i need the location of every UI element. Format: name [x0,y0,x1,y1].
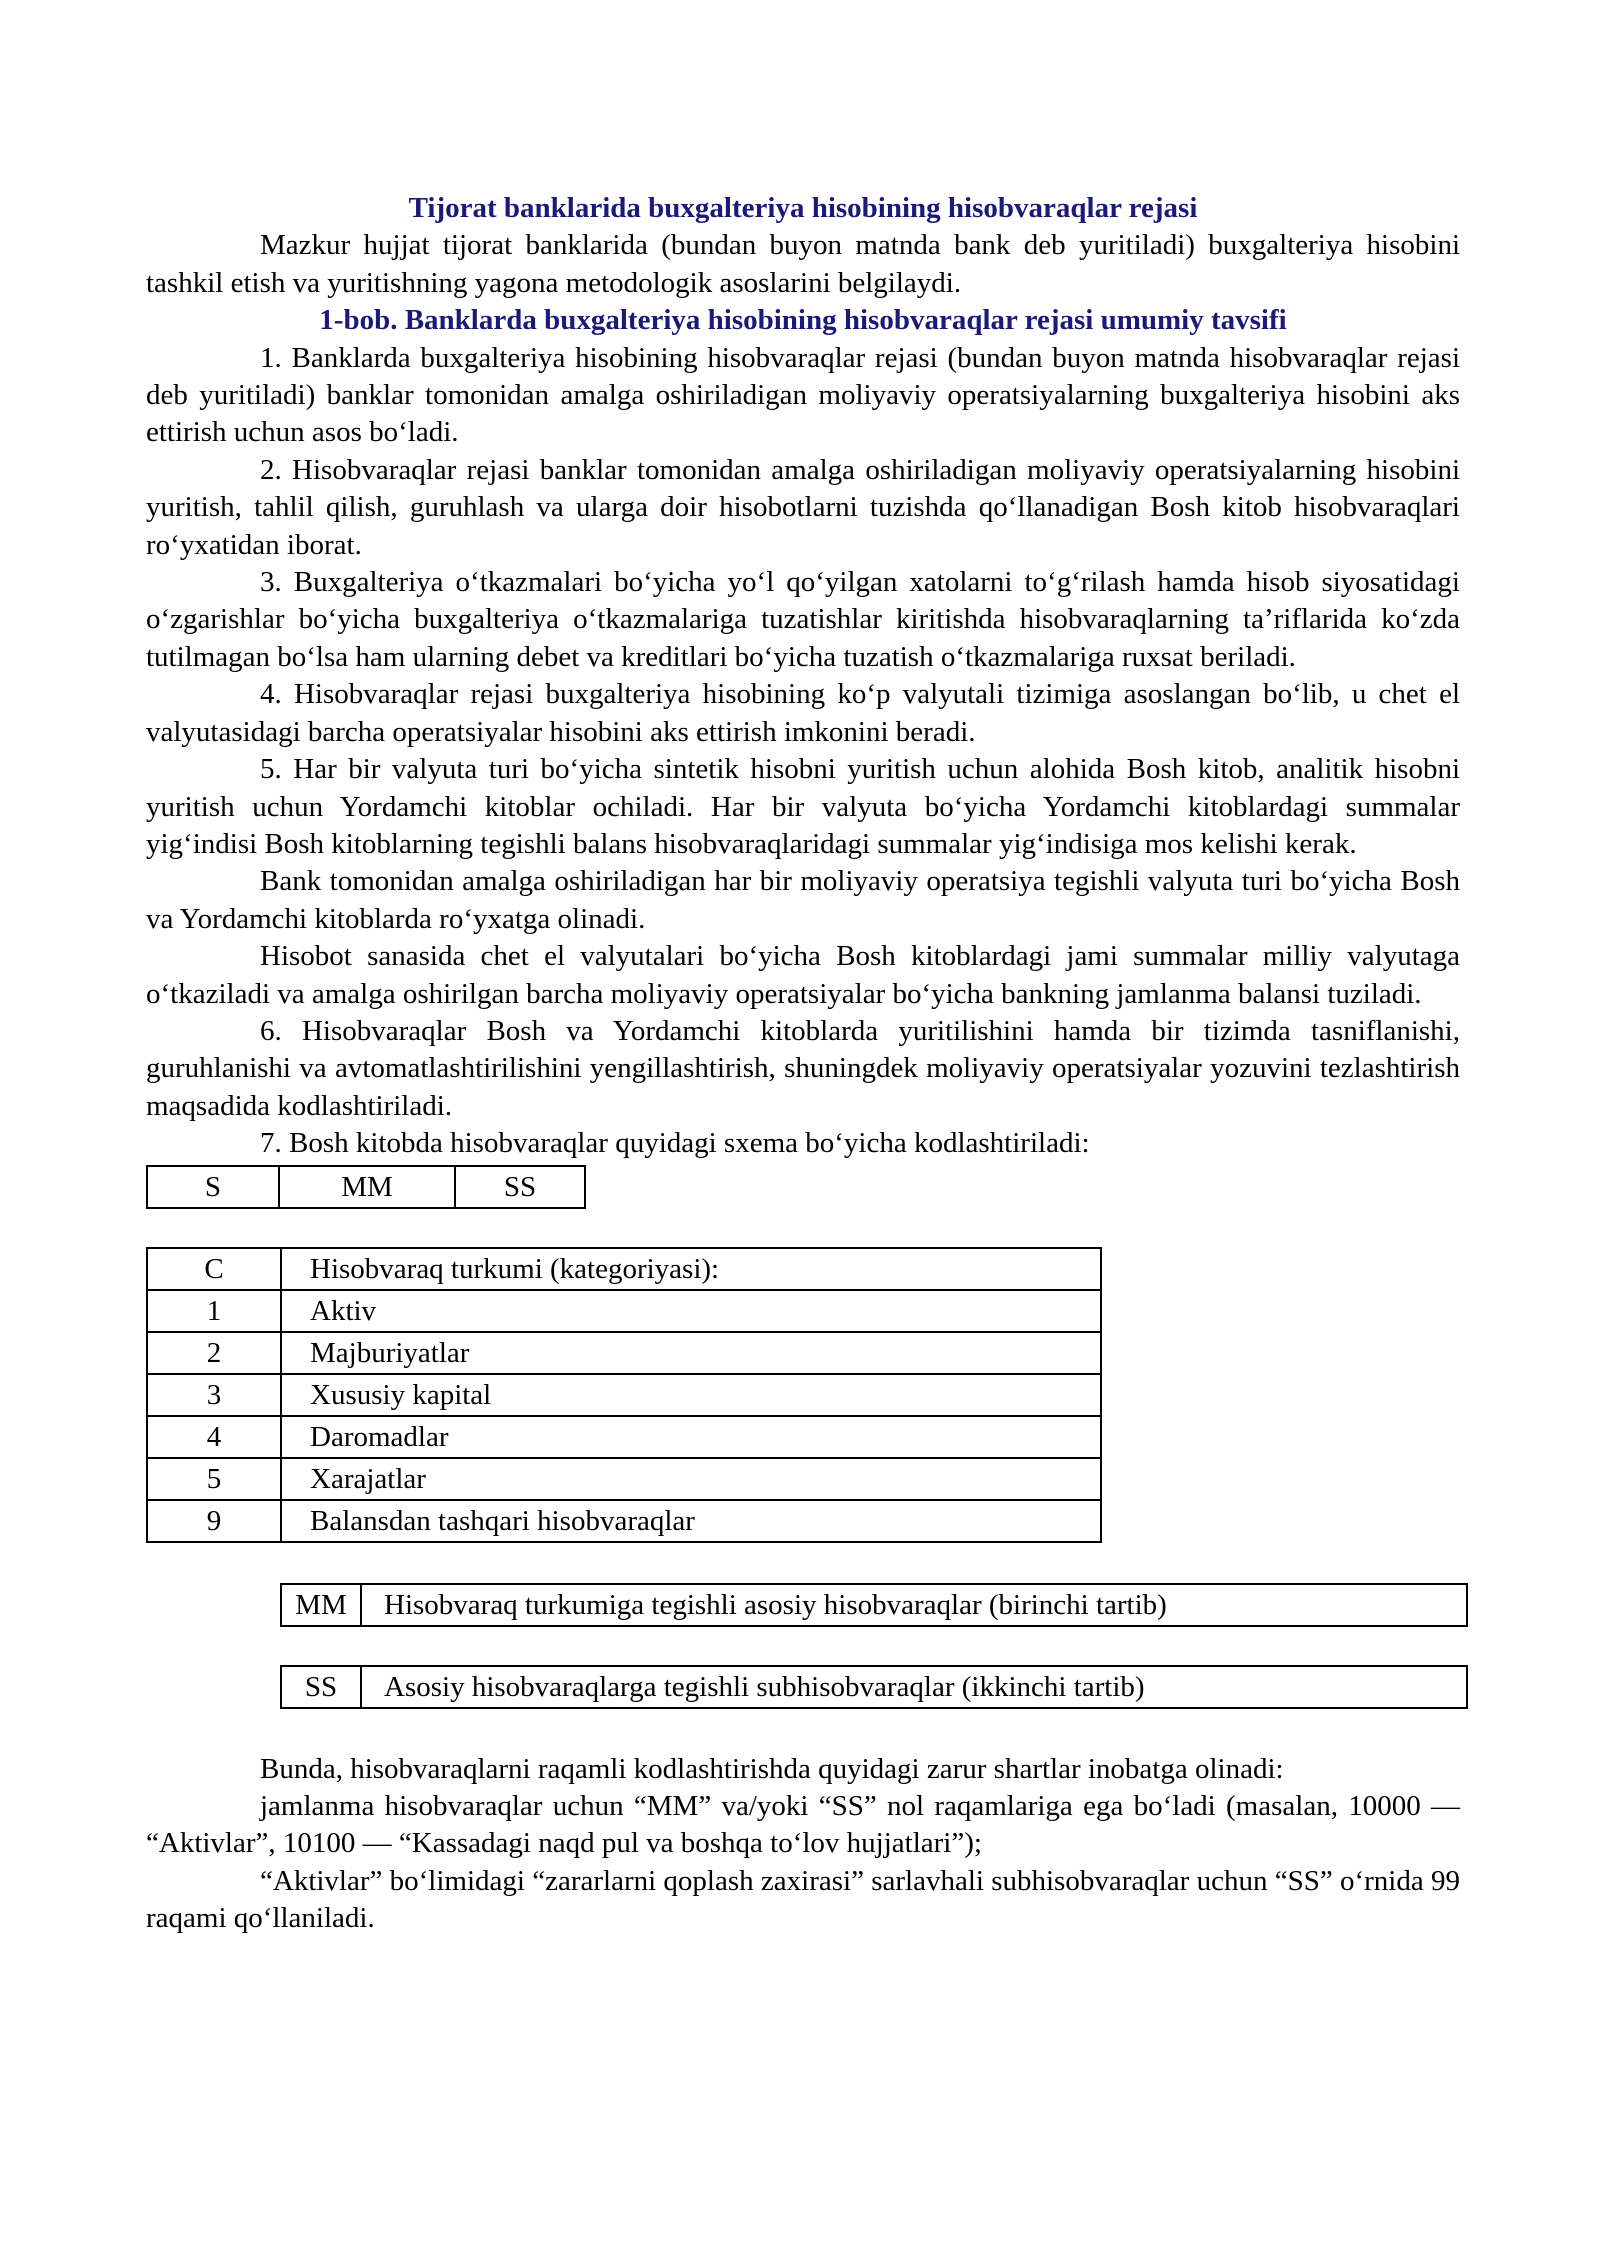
paragraph: 2. Hisobvaraqlar rejasi banklar tomonidan amalga oshiriladigan moliyaviy operatsiyalarning hisobini yuritish, tahlil qilish, guruhlash va ularga doir hisobotlarni tuzishda qo‘llanadigan Bosh kitob hisobvaraqlari ro‘yxatidan iborat. [146,453,1460,561]
table-row [147,1374,1101,1416]
paragraph: 7. Bosh kitobda hisobvaraqlar quyidagi sxema bo‘yicha kodlashtiriladi: [260,1127,1090,1160]
category-label: Xususiy kapital [281,1374,1101,1416]
paragraph: 5. Har bir valyuta turi bo‘yicha sintetik hisobni yuritish uchun alohida Bosh kitob, analitik hisobni yuritish uchun Yordamchi kitoblar ochiladi. Har bir valyuta bo‘yicha Yordamchi kitoblardagi summalar yig‘indisi Bosh kitoblarning tegishli balans hisobvaraqlaridagi summalar yig‘indisiga mos kelishi kerak. [146,753,1460,860]
paragraph: 4. Hisobvaraqlar rejasi buxgalteriya hisobining ko‘p valyutali tizimiga asoslangan bo‘lib, u chet el valyutasidagi barcha operatsiyalar hisobini aks ettirish imkonini beradi. [146,678,1460,748]
closing-section [146,1751,1460,1938]
category-label: Majburiyatlar [281,1332,1101,1374]
category-label: Xarajatlar [281,1458,1101,1500]
category-code: 2 [147,1332,281,1374]
intro-paragraph: Mazkur hujjat tijorat banklarida (bundan buyon matnda bank deb yuritiladi) buxgalteriya hisobini tashkil etish va yuritishning yagona metodologik asoslarini belgilaydi. [146,229,1460,299]
category-label: Daromadlar [281,1416,1101,1458]
table-row [281,1584,1467,1626]
table-row [147,1458,1101,1500]
category-label: Balansdan tashqari hisobvaraqlar [281,1500,1101,1542]
category-code: 3 [147,1374,281,1416]
ss-code: SS [281,1666,361,1708]
table-row [281,1666,1467,1708]
ss-label: Asosiy hisobvaraqlarga tegishli subhisobvaraqlar (ikkinchi tartib) [361,1666,1467,1708]
category-label: Aktiv [281,1290,1101,1332]
category-label: Hisobvaraq turkumi (kategoriyasi): [281,1248,1101,1290]
category-code: 4 [147,1416,281,1458]
scheme-cell-mm: MM [279,1166,455,1208]
table-row [147,1166,585,1208]
category-code: 9 [147,1500,281,1542]
table-row [147,1332,1101,1374]
paragraph: Bank tomonidan amalga oshiriladigan har bir moliyaviy operatsiya tegishli valyuta turi bo‘yicha Bosh va Yordamchi kitoblarda ro‘yxatga olinadi. [146,865,1460,935]
paragraph: 1. Banklarda buxgalteriya hisobining hisobvaraqlar rejasi (bundan buyon matnda hisobvaraqlar rejasi deb yuritiladi) banklar tomonidan amalga oshiriladigan moliyaviy operatsiyalarning buxgalteriya hisobini aks ettirish uchun asos bo‘ladi. [146,341,1460,449]
category-code: C [147,1248,281,1290]
document-page [146,190,1460,1938]
table-row [147,1416,1101,1458]
table-row [147,1290,1101,1332]
category-code: 5 [147,1458,281,1500]
paragraph: 3. Buxgalteriya o‘tkazmalari bo‘yicha yo‘l qo‘yilgan xatolarni to‘g‘rilash hamda hisob siyosatidagi o‘zgarishlar bo‘yicha buxgalteriya o‘tkazmalariga tuzatishlar kiritishda hisobvaraqlarning ta’riflarida ko‘zda tutilmagan bo‘lsa ham ularning debet va kreditlari bo‘yicha tuzatish o‘tkazmalariga ruxsat beriladi. [146,566,1460,673]
scheme-cell-ss: SS [455,1166,585,1208]
mm-definition-table [280,1583,1468,1627]
code-scheme-table [146,1165,586,1209]
paragraph: Hisobot sanasida chet el valyutalari bo‘yicha Bosh kitoblardagi jami summalar milliy valyutaga o‘tkaziladi va amalga oshirilgan barcha moliyaviy operatsiyalar bo‘yicha bankning jamlanma balansi tuziladi. [146,940,1460,1010]
chapter-heading: 1-bob. Banklarda buxgalteriya hisobining hisobvaraqlar rejasi umumiy tavsifi [319,304,1287,337]
paragraph: 6. Hisobvaraqlar Bosh va Yordamchi kitoblarda yuritilishini hamda bir tizimda tasniflanishi, guruhlanishi va avtomatlashtirilishini yengillashtirish, shuningdek moliyaviy operatsiyalar yozuvini tezlashtirish maqsadida kodlashtiriladi. [146,1014,1460,1122]
paragraph: jamlanma hisobvaraqlar uchun “MM” va/yoki “SS” nol raqamlariga ega bo‘ladi (masalan, 10000 — “Aktivlar”, 10100 — “Kassadagi naqd pul va boshqa to‘lov hujjatlari”); [146,1789,1460,1860]
mm-code: MM [281,1584,361,1626]
mm-label: Hisobvaraq turkumiga tegishli asosiy hisobvaraqlar (birinchi tartib) [361,1584,1467,1626]
paragraph: “Aktivlar” bo‘limidagi “zararlarni qoplash zaxirasi” sarlavhali subhisobvaraqlar uchun “SS” o‘rnida 99 raqami qo‘llaniladi. [146,1864,1460,1935]
table-row [147,1248,1101,1290]
paragraph: Bunda, hisobvaraqlarni raqamli kodlashtirishda quyidagi zarur shartlar inobatga olinadi: [260,1752,1284,1785]
ss-definition-table [280,1665,1468,1709]
document-title: Tijorat banklarida buxgalteriya hisobining hisobvaraqlar rejasi [408,192,1198,224]
table-row [147,1500,1101,1542]
scheme-cell-s: S [147,1166,279,1208]
category-table [146,1247,1102,1543]
category-code: 1 [147,1290,281,1332]
